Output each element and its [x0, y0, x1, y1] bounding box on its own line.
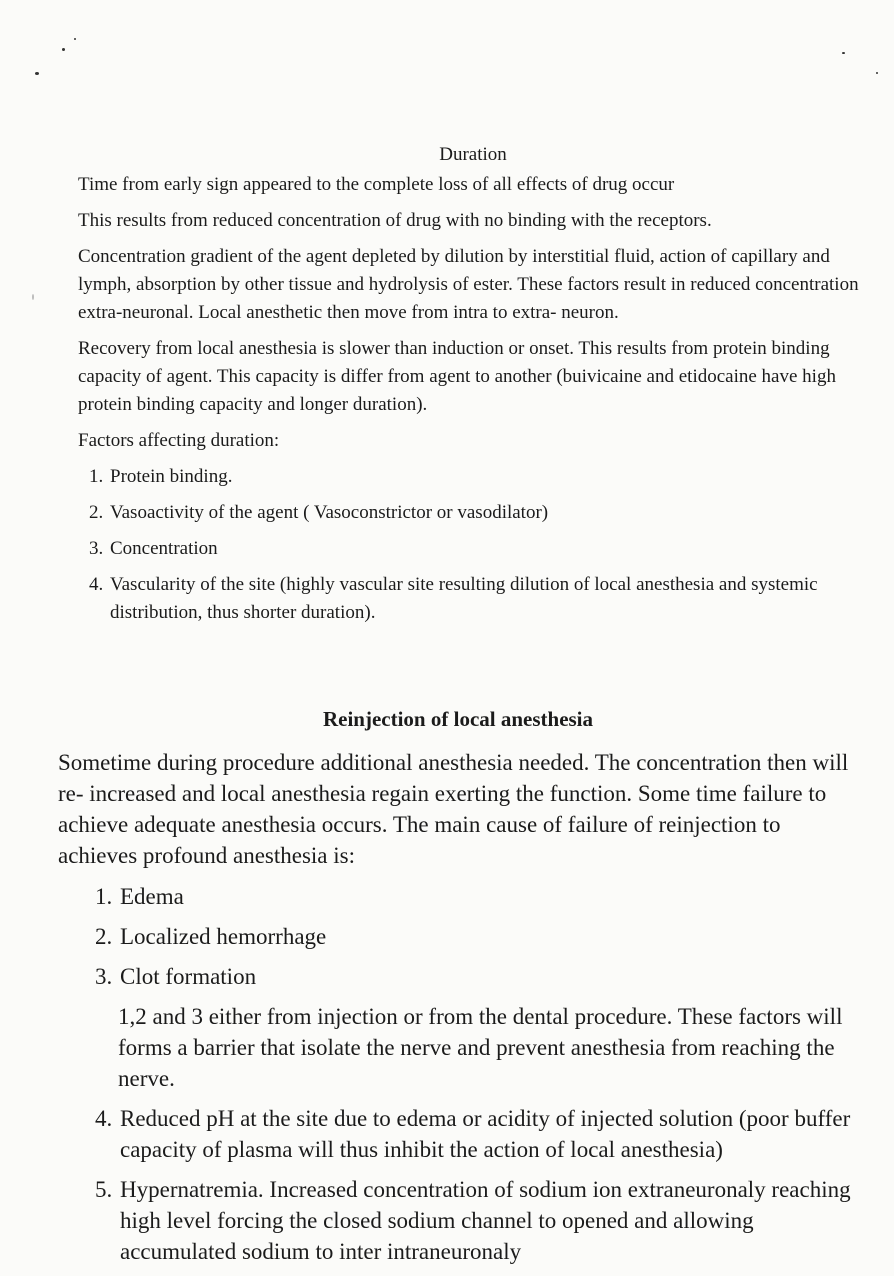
scan-speck	[62, 48, 65, 51]
list-item: 2. Localized hemorrhage	[118, 921, 858, 952]
list-item: 5. Hypernatremia. Increased concentration of sodium ion extraneuronaly reaching high level forcing the closed sodium channel to opened and allowing accumulated sodium to inter intraneuronaly	[118, 1174, 858, 1267]
reinjection-causes-list	[58, 881, 858, 992]
reinjection-intro: Sometime during procedure additional anesthesia needed. The concentration then will re- increased and local anesthesia regain exerting the function. Some time failure to achieve adequate anesthesia occurs. The main cause of failure of reinjection to achieves profound anesthesia is:	[58, 750, 849, 868]
scan-speck	[35, 72, 39, 75]
list-item: 3. Clot formation	[118, 961, 858, 992]
reinjection-note: 1,2 and 3 either from injection or from the dental procedure. These factors will forms a barrier that isolate the nerve and prevent anesthesia from reaching the nerve.	[118, 1004, 843, 1091]
list-item: 4. Vascularity of the site (highly vascular site resulting dilution of local anesthesia and systemic distribution, thus shorter duration).	[108, 571, 868, 627]
duration-paragraph: Concentration gradient of the agent depleted by dilution by interstitial fluid, action of capillary and lymph, absorption by other tissue and hydrolysis of ester. These factors result in reduced concentration extra-neuronal. Local anesthetic then move from intra to extra- neuron.	[78, 246, 859, 323]
duration-section	[78, 141, 868, 635]
reinjection-section	[58, 704, 858, 1276]
list-item: 2. Vasoactivity of the agent ( Vasoconstrictor or vasodilator)	[108, 499, 868, 527]
reinjection-causes-list-continued	[58, 1103, 858, 1267]
duration-paragraph: Recovery from local anesthesia is slower than induction or onset. This results from protein binding capacity of agent. This capacity is differ from agent to another (buivicaine and etidocaine have high protein binding capacity and longer duration).	[78, 338, 836, 415]
scan-speck	[74, 38, 76, 40]
factors-label: Factors affecting duration:	[78, 430, 280, 451]
list-item: 1. Protein binding.	[108, 463, 868, 491]
duration-paragraph: Time from early sign appeared to the complete loss of all effects of drug occur	[78, 174, 675, 195]
list-item: 1. Edema	[118, 881, 858, 912]
list-item: 4. Reduced pH at the site due to edema or acidity of injected solution (poor buffer capacity of plasma will thus inhibit the action of local anesthesia)	[118, 1103, 858, 1165]
duration-paragraph: This results from reduced concentration of drug with no binding with the receptors.	[78, 210, 712, 231]
scan-speck	[876, 72, 878, 74]
list-item: 3. Concentration	[108, 535, 868, 563]
scan-speck	[32, 294, 34, 300]
reinjection-heading: Reinjection of local anesthesia	[322, 707, 594, 731]
duration-factors-list	[78, 463, 868, 627]
duration-heading: Duration	[439, 144, 507, 165]
scan-speck	[842, 52, 845, 54]
